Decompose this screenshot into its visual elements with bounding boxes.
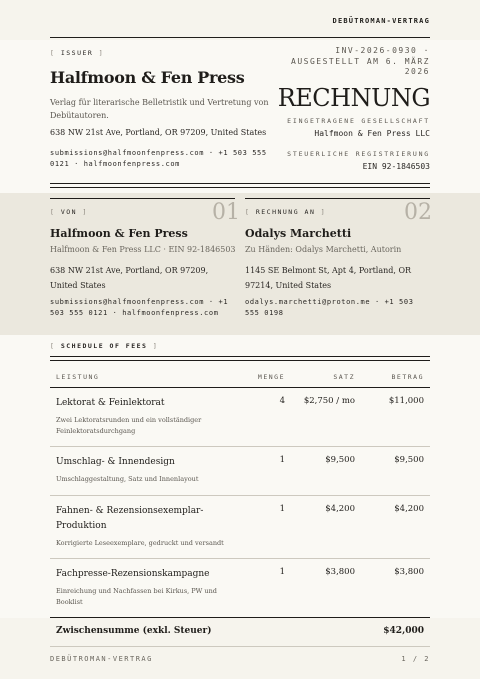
page-number: 1 / 2 (401, 655, 430, 663)
item-name: Umschlag- & Innendesign (56, 457, 175, 467)
item-name: Fahnen- & Rezensionsexemplar-Produktion (56, 505, 204, 531)
footer-title: DEBÜTROMAN-VERTRAG (50, 655, 153, 663)
to-contact: odalys.marchetti@proton.me · +1 503 555 0198 (245, 298, 414, 317)
table-row (50, 495, 430, 559)
table-row (50, 559, 430, 618)
page-header (0, 0, 480, 40)
column-amount: BETRAG (355, 366, 430, 388)
item-name: Lektorat & Feinlektorat (56, 398, 165, 408)
item-name: Fachpresse-Rezensionskampagne (56, 569, 210, 579)
from-contact: submissions@halfmoonfenpress.com · +1 503 555 0121 · halfmoonfenpress.com (50, 298, 229, 317)
to-number: 02 (404, 200, 432, 225)
from-number: 01 (212, 200, 240, 225)
issuer-description: Verlag für literarische Belletristik und Vertretung von Debütautoren. (50, 98, 269, 120)
issuer-contact: submissions@halfmoonfenpress.com · +1 503 555 0121 · halfmoonfenpress.com (50, 149, 267, 168)
from-name: Halfmoon & Fen Press (50, 227, 188, 240)
section-double-rule (50, 183, 430, 188)
registration-label: EINGETRAGENE GESELLSCHAFT (287, 117, 430, 125)
document-title: DEBÜTROMAN-VERTRAG (332, 17, 430, 25)
top-rule (50, 37, 430, 38)
item-description: Einreichung und Nachfassen bei Kirkus, PW und Booklist (56, 587, 217, 606)
item-description: Zwei Lektoratsrunden und ein vollständiger Feinlektoratsdurchgang (56, 416, 202, 435)
registration-value: Halfmoon & Fen Press LLC (314, 129, 430, 138)
subtotal-row (50, 618, 430, 645)
from-tag: [ VON ] (50, 208, 88, 216)
table-row (50, 447, 430, 496)
column-service: LEISTUNG (50, 366, 240, 388)
to-name: Odalys Marchetti (245, 227, 352, 240)
to-attention: Zu Händen: Odalys Marchetti, Autorin (245, 245, 402, 254)
item-amount: $3,800 (394, 567, 424, 577)
item-description: Umschlaggestaltung, Satz und Innenlayout (56, 475, 199, 483)
invoice-number-date: INV-2026-0930 · AUSGESTELLT AM 6. MÄRZ 2026 (291, 46, 430, 76)
to-rule (245, 198, 430, 199)
to-address: 1145 SE Belmont St, Apt 4, Portland, OR 97214, United States (245, 266, 412, 290)
item-qty: 4 (240, 388, 285, 447)
fees-tag: [ SCHEDULE OF FEES ] (50, 342, 159, 350)
item-rate: $9,500 (285, 447, 355, 496)
footer-rule (50, 646, 430, 647)
fees-double-rule (50, 356, 430, 361)
to-tag: [ RECHNUNG AN ] (245, 208, 327, 216)
column-rate: SATZ (285, 366, 355, 388)
item-qty: 1 (240, 447, 285, 496)
item-qty: 1 (279, 567, 285, 577)
from-rule (50, 198, 235, 199)
item-amount: $4,200 (355, 495, 430, 559)
tax-registration-value: EIN 92-1846503 (362, 162, 430, 171)
issuer-name: Halfmoon & Fen Press (50, 68, 245, 87)
item-rate: $4,200 (285, 495, 355, 559)
column-qty: MENGE (240, 366, 285, 388)
issuer-tag: [ ISSUER ] (50, 49, 105, 57)
fees-table (50, 366, 430, 644)
from-address: 638 NW 21st Ave, Portland, OR 97209, United States (50, 266, 209, 290)
invoice-title: RECHNUNG (277, 84, 430, 112)
from-registration: Halfmoon & Fen Press LLC · EIN 92-1846503 (50, 245, 236, 254)
item-qty: 1 (240, 495, 285, 559)
tax-registration-label: STEUERLICHE REGISTRIERUNG (287, 150, 430, 158)
item-description: Korrigierte Leseexemplare, gedruckt und versandt (56, 538, 224, 547)
item-rate: $3,800 (325, 567, 355, 577)
subtotal-value: $42,000 (355, 618, 430, 645)
issuer-address: 638 NW 21st Ave, Portland, OR 97209, United States (50, 128, 267, 137)
item-amount: $11,000 (355, 388, 430, 447)
item-amount: $9,500 (355, 447, 430, 496)
table-row (50, 388, 430, 447)
table-header-row (50, 366, 430, 388)
item-rate: $2,750 / mo (285, 388, 355, 447)
subtotal-label: Zwischensumme (exkl. Steuer) (50, 618, 355, 645)
